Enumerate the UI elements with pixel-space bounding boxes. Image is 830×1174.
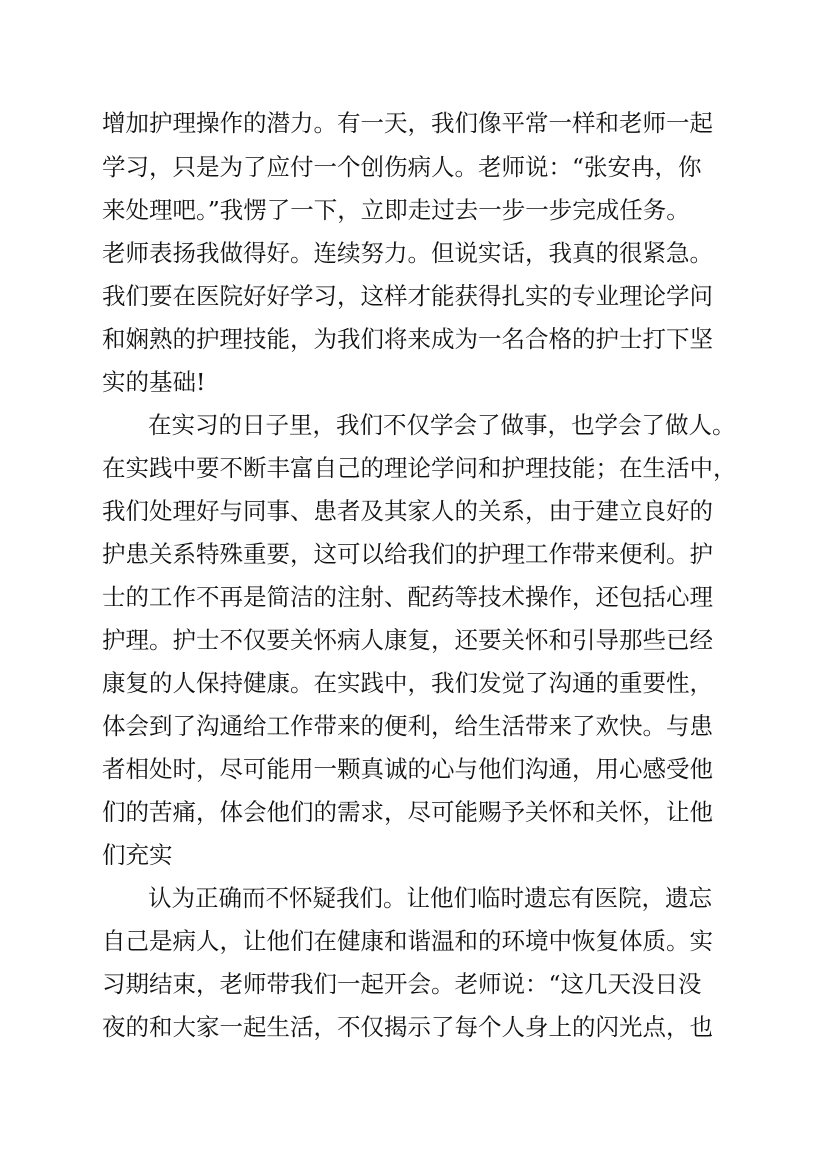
text-line: 在实践中要不断丰富自己的理论学问和护理技能；在生活中， bbox=[102, 454, 737, 482]
text-line: 们的苦痛，体会他们的需求，尽可能赐予关怀和关怀，让他 bbox=[102, 798, 713, 826]
text-line: 体会到了沟通给工作带来的便利，给生活带来了欢快。与患 bbox=[102, 712, 713, 740]
text-line: 在实习的日子里，我们不仅学会了做事，也学会了做人。 bbox=[148, 411, 736, 439]
text-line: 增加护理操作的潜力。有一天，我们像平常一样和老师一起 bbox=[102, 109, 713, 137]
text-line: 士的工作不再是简洁的注射、配药等技术操作，还包括心理 bbox=[102, 583, 713, 611]
text-line: 护患关系特殊重要，这可以给我们的护理工作带来便利。护 bbox=[102, 540, 713, 568]
text-line: 认为正确而不怀疑我们。让他们临时遗忘有医院，遗忘 bbox=[148, 884, 712, 912]
text-line: 我们处理好与同事、患者及其家人的关系，由于建立良好的 bbox=[102, 497, 713, 525]
text-line: 者相处时，尽可能用一颗真诚的心与他们沟通，用心感受他 bbox=[102, 755, 713, 783]
text-line: 老师表扬我做得好。连续努力。但说实话，我真的很紧急。 bbox=[102, 239, 713, 267]
text-line: 学习，只是为了应付一个创伤病人。老师说：“张安冉，你 bbox=[102, 153, 702, 181]
text-line: 自己是病人，让他们在健康和谐温和的环境中恢复体质。实 bbox=[102, 927, 713, 955]
text-line: 来处理吧。”我愣了一下，立即走过去一步一步完成任务。 bbox=[102, 196, 690, 224]
text-line: 夜的和大家一起生活，不仅揭示了每个人身上的闪光点，也 bbox=[102, 1013, 713, 1041]
text-line: 我们要在医院好好学习，这样才能获得扎实的专业理论学问 bbox=[102, 282, 713, 310]
text-line: 习期结束，老师带我们一起开会。老师说：“这几天没日没 bbox=[102, 970, 702, 998]
text-line: 实的基础! bbox=[102, 368, 206, 396]
text-line: 们充实 bbox=[102, 841, 173, 869]
text-line: 护理。护士不仅要关怀病人康复，还要关怀和引导那些已经 bbox=[102, 626, 713, 654]
text-line: 和娴熟的护理技能，为我们将来成为一名合格的护士打下坚 bbox=[102, 325, 713, 353]
text-line: 康复的人保持健康。在实践中，我们发觉了沟通的重要性， bbox=[102, 669, 713, 697]
